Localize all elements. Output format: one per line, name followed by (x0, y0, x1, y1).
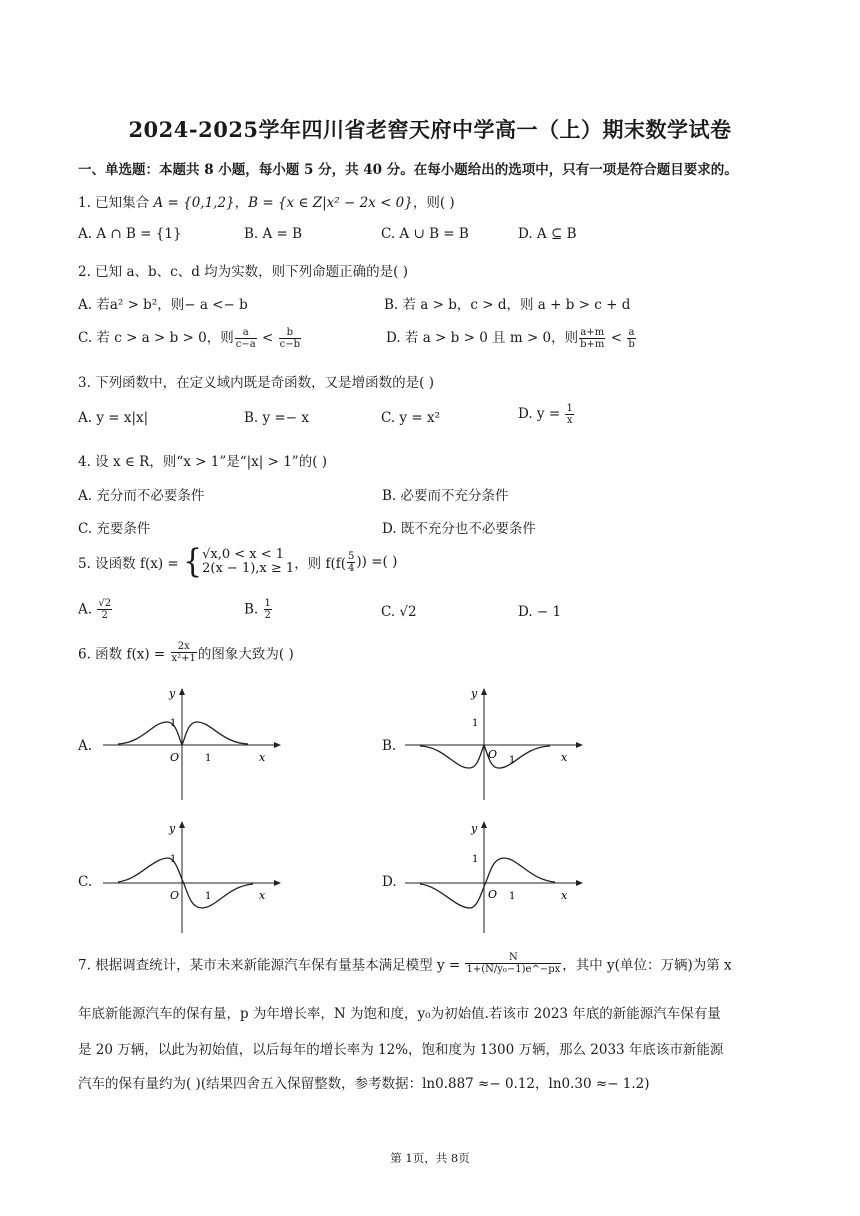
q1-ask: ，则( ) (412, 195, 455, 211)
q2c-text: C. 若 c > a > b > 0，则 (78, 330, 234, 346)
svg-text:1: 1 (170, 854, 177, 865)
q5-composite: ，则 f(f( (294, 556, 347, 572)
question-6-stem: 6. 函数 f(x) = $\frac{2x}{\text{x²+1}}$ 的图象大致为( ) (78, 641, 294, 664)
q2-option-c (78, 326, 302, 350)
q5-option-d: D. − 1 (518, 604, 562, 620)
q3-option-b: B. y =− x (244, 410, 309, 426)
q5-cases: √x,0 < x < 1 2(x − 1),x ≥ 1 (202, 547, 295, 576)
svg-text:x: x (259, 751, 266, 764)
q2c-less: < (257, 330, 278, 346)
question-7-line-1: 7. 根据调查统计，某市未来新能源汽车保有量基本满足模型 y = $\frac{N}{\text{1+(N/y₀−1)e\textasciicircum{}−px}}$ ，其中 y(单位：万辆)为第 x (78, 952, 732, 975)
page-title: 2024-2025学年四川省老窖天府中学高一（上）期末数学试卷 (128, 117, 732, 142)
q5-text: 5. 设函数 f(x) = (78, 556, 184, 572)
q6-graph-b (400, 685, 590, 803)
q7-model-fraction: $\frac{N}{\text{1+(N/y₀−1)e\textasciicircum{}−px}}$ (466, 952, 561, 975)
q1-comma: ， (234, 195, 249, 211)
q2d-text: D. 若 a > b > 0 且 m > 0，则 (386, 330, 579, 346)
q4-option-d: D. 既不充分也不必要条件 (382, 521, 536, 537)
svg-text:y: y (471, 822, 478, 835)
svg-text:1: 1 (205, 753, 212, 764)
svg-text:O: O (488, 888, 498, 901)
q2-option-a: A. 若a² > b²，则− a <− b (78, 297, 248, 313)
q5-ask: )) =( ) (356, 554, 398, 570)
q4-option-c: C. 充要条件 (78, 521, 151, 537)
q5a-fraction: $\frac{√2}{2}$ (98, 598, 112, 621)
svg-text:y: y (169, 687, 176, 700)
q6-graph-c (98, 818, 288, 936)
question-2-stem: 2. 已知 a、b、c、d 均为实数，则下列命题正确的是( ) (78, 264, 408, 280)
q2d-less: < (606, 330, 627, 346)
q6-graph-a (98, 685, 288, 803)
q6-option-c-label: C. (78, 874, 93, 890)
q1-text: 1. 已知集合 (78, 195, 154, 211)
q3d-fraction: $\frac{1}{x}$ (566, 403, 573, 426)
q2-option-b: B. 若 a > b，c > d，则 a + b > c + d (384, 297, 631, 313)
q6-graph-d (400, 818, 590, 936)
q3d-text: D. y = (518, 406, 565, 422)
q5-option-c: C. √2 (381, 604, 417, 620)
q3-option-a: A. y = x|x| (78, 410, 149, 426)
q1-set-a: A = {0,1,2} (153, 195, 235, 211)
question-5-stem (78, 542, 398, 581)
q5-option-a: A. $\frac{√2}{2}$ (78, 598, 112, 621)
q1-option-d: D. A ⊆ B (518, 226, 577, 242)
q5-fraction: $\frac{5}{4}$ (348, 550, 355, 574)
svg-text:O: O (170, 889, 180, 902)
section-heading: 一、单选题：本题共 8 小题，每小题 5 分，共 40 分。在每小题给出的选项中，只有一项是符合题目要求的。 (78, 162, 738, 178)
q3-option-c: C. y = x² (381, 410, 440, 426)
q2d-fraction-1: $\frac{a+m}{b+m}$ (580, 327, 605, 350)
svg-text:1: 1 (509, 755, 516, 766)
svg-text:1: 1 (472, 854, 479, 865)
svg-text:x: x (259, 889, 266, 902)
svg-text:y: y (169, 822, 176, 835)
svg-text:O: O (488, 748, 498, 761)
q5-option-b: B. $\frac{1}{2}$ (244, 598, 271, 621)
page-footer: 第 1页，共 8页 (390, 1151, 470, 1165)
svg-text:1: 1 (170, 718, 177, 729)
question-7-line-2: 年底新能源汽车的保有量，p 为年增长率，N 为饱和度，y₀为初始值.若该市 2023 年底的新能源汽车保有量 (78, 1006, 721, 1022)
q1-option-b: B. A = B (244, 226, 303, 242)
q6-fraction: $\frac{2x}{\text{x²+1}}$ (171, 641, 196, 664)
q1-set-b: B = {x ∈ Z|x² − 2x < 0} (248, 195, 413, 211)
q6-option-b-label: B. (382, 738, 397, 754)
svg-text:1: 1 (205, 891, 212, 902)
question-3-stem: 3. 下列函数中，在定义域内既是奇函数，又是增函数的是( ) (78, 375, 434, 391)
q2c-fraction-2: $\frac{b}{c-b}$ (279, 327, 300, 350)
svg-text:1: 1 (509, 891, 516, 902)
svg-text:x: x (561, 889, 568, 902)
question-7-line-3: 是 20 万辆，以此为初始值，以后每年的增长率为 12%，饱和度为 1300 万辆，那么 2033 年底该市新能源 (78, 1042, 724, 1058)
svg-text:x: x (561, 751, 568, 764)
q5b-fraction: $\frac{1}{2}$ (264, 598, 271, 621)
question-4-stem: 4. 设 x ∈ R，则“x > 1”是“|x| > 1”的( ) (78, 454, 328, 470)
q1-option-c: C. A ∪ B = B (381, 226, 469, 242)
q2d-fraction-2: $\frac{a}{b}$ (628, 327, 635, 350)
q5-brace: { (183, 542, 203, 581)
svg-text:O: O (170, 751, 180, 764)
q1-option-a: A. A ∩ B = {1} (78, 226, 182, 242)
svg-text:y: y (471, 687, 478, 700)
q3-option-d (518, 403, 575, 426)
q6-option-a-label: A. (78, 738, 93, 754)
q2-option-d (386, 326, 637, 350)
q4-option-b: B. 必要而不充分条件 (382, 488, 509, 504)
question-1-stem (78, 191, 455, 211)
q4-option-a: A. 充分而不必要条件 (78, 488, 205, 504)
q6-option-d-label: D. (382, 874, 397, 890)
svg-text:1: 1 (472, 718, 479, 729)
q2c-fraction-1: $\frac{a}{c-a}$ (235, 327, 256, 350)
question-7-line-4: 汽车的保有量约为( )(结果四舍五入保留整数，参考数据：ln0.887 ≈− 0.12，ln0.30 ≈− 1.2) (78, 1076, 650, 1092)
